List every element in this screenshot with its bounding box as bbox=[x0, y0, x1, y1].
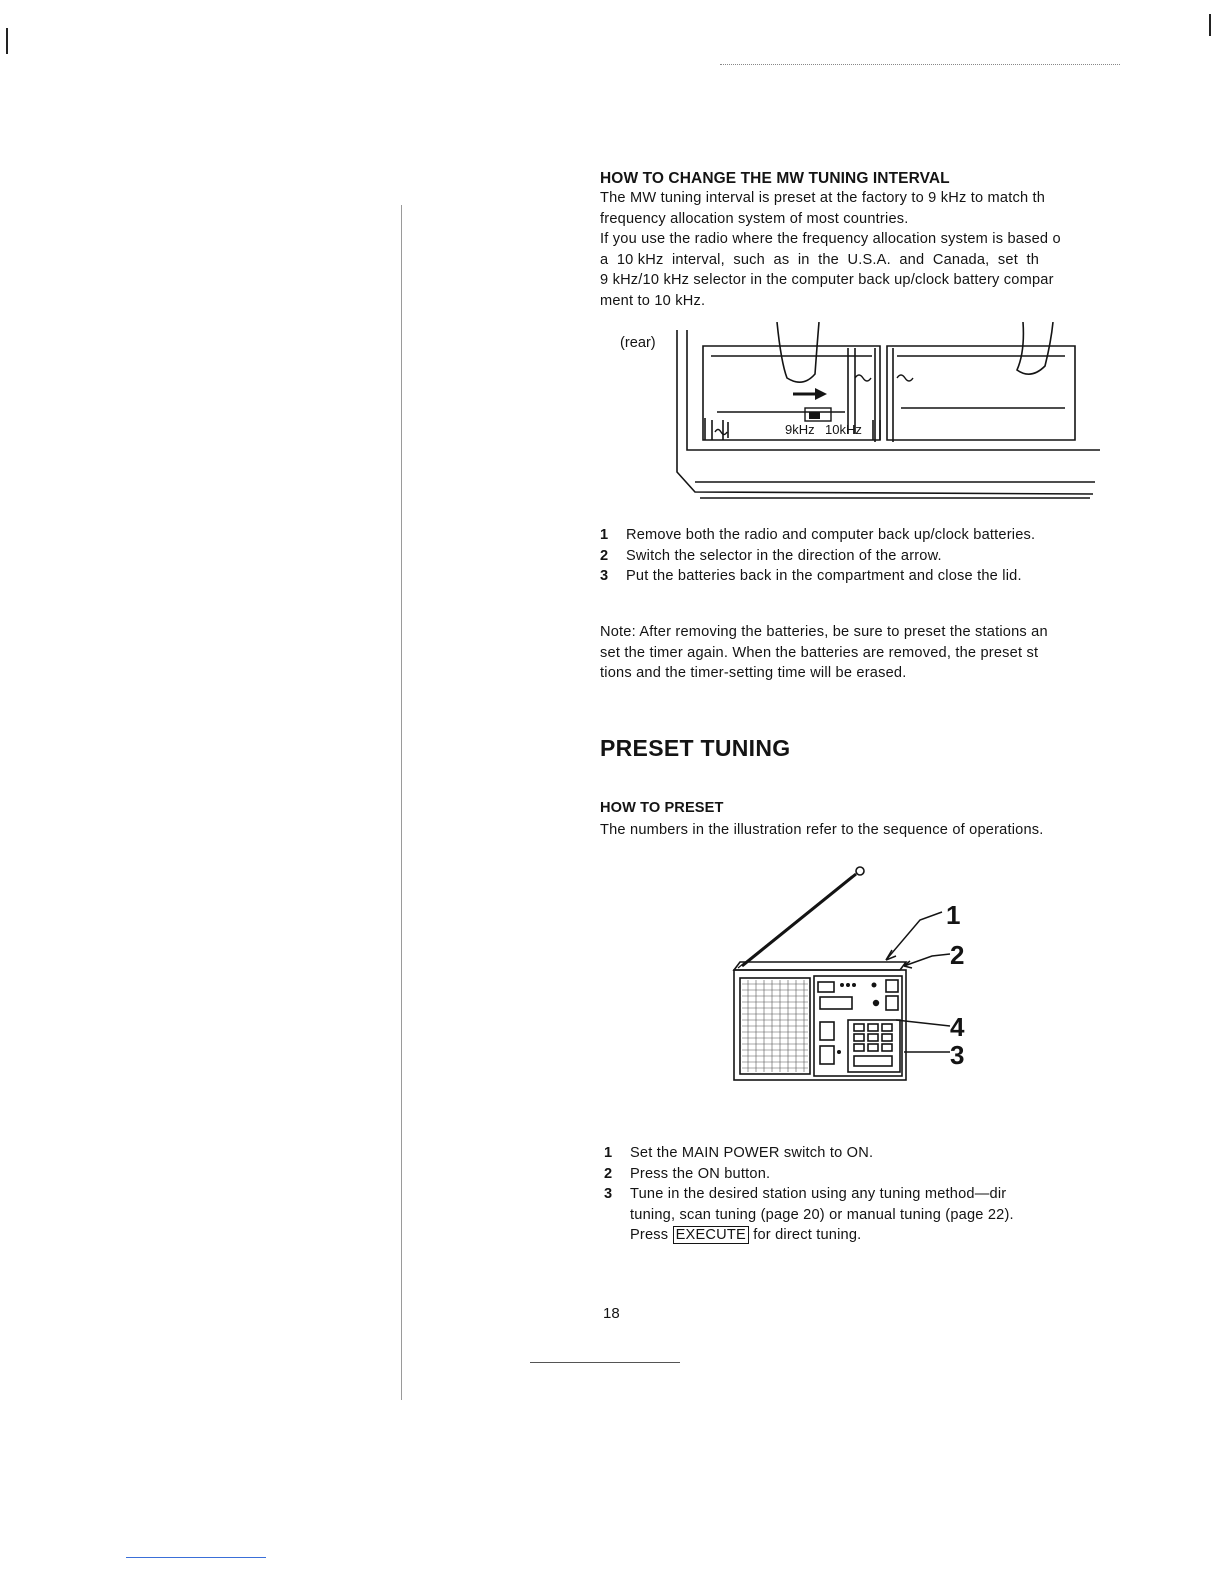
spring-contact-icon bbox=[897, 375, 913, 381]
mw-step-1: 1 Remove both the radio and computer back up/clock batteries. bbox=[600, 527, 1036, 543]
mw-line: frequency allocation system of most countries. bbox=[600, 210, 909, 227]
note-line: set the timer again. When the batteries are removed, the preset st bbox=[600, 644, 1039, 661]
mw-step-3: 3 Put the batteries back in the compartment and close the lid. bbox=[600, 568, 1022, 584]
execute-key: EXECUTE bbox=[673, 1226, 749, 1244]
note-line: tions and the timer-setting time will be erased. bbox=[600, 665, 907, 681]
callout-4: 4 bbox=[950, 1012, 965, 1042]
scan-mark-right bbox=[1209, 14, 1211, 36]
mw-line: ment to 10 kHz. bbox=[600, 292, 706, 309]
mw-step-2: 2 Switch the selector in the direction of the arrow. bbox=[600, 547, 942, 564]
preset-steps bbox=[604, 1143, 1124, 1246]
scan-mark-left bbox=[6, 28, 8, 54]
mw-paragraph bbox=[600, 188, 1120, 311]
mw-line: a 10 kHz interval, such as in the U.S.A. and Canada, set th bbox=[600, 251, 1040, 268]
preset-step-2: 2 Press the ON button. bbox=[604, 1165, 771, 1182]
preset-step-3: 3 Tune in the desired station using any tuning method—dir bbox=[604, 1186, 1007, 1202]
callout-1: 1 bbox=[946, 900, 961, 930]
mw-heading: HOW TO CHANGE THE MW TUNING INTERVAL bbox=[600, 170, 950, 187]
radio-illustration bbox=[728, 862, 988, 1086]
note-line: Note: After removing the batteries, be sure to preset the stations an bbox=[600, 624, 1048, 640]
mw-steps bbox=[600, 525, 1035, 587]
callout-3: 3 bbox=[950, 1040, 965, 1070]
preset-intro: The numbers in the illustration refer to the sequence of operations. bbox=[600, 822, 1044, 838]
main-power-switch bbox=[886, 980, 898, 992]
spring-contact-icon bbox=[715, 430, 727, 435]
preset-title: PRESET TUNING bbox=[600, 735, 791, 761]
label-10khz: 10kHz bbox=[825, 422, 862, 437]
on-button bbox=[886, 996, 898, 1010]
scan-bottom-rule bbox=[530, 1362, 680, 1363]
scan-dots-top bbox=[720, 44, 1120, 65]
preset-step-3-press: Press EXECUTE for direct tuning. bbox=[630, 1227, 862, 1243]
scan-edge-line bbox=[126, 1557, 266, 1558]
preset-subheading: HOW TO PRESET bbox=[600, 800, 724, 816]
mw-line: The MW tuning interval is preset at the factory to 9 kHz to match th bbox=[600, 190, 1046, 206]
page-number: 18 bbox=[603, 1305, 620, 1322]
speaker-grille bbox=[742, 980, 808, 1072]
battery-compartment-illustration bbox=[665, 322, 1110, 502]
rear-label: (rear) bbox=[620, 335, 656, 351]
callout-2: 2 bbox=[950, 940, 965, 970]
mw-line: If you use the radio where the frequency allocation system is based o bbox=[600, 231, 1061, 247]
preset-step-1: 1 Set the MAIN POWER switch to ON. bbox=[604, 1145, 874, 1161]
label-9khz: 9kHz bbox=[785, 422, 815, 437]
page-fold-line bbox=[401, 205, 402, 1400]
mw-line: 9 kHz/10 kHz selector in the computer back up/clock battery compar bbox=[600, 272, 1054, 288]
preset-step-3-cont: tuning, scan tuning (page 20) or manual tuning (page 22). bbox=[630, 1206, 1014, 1223]
mw-note bbox=[600, 622, 1130, 684]
spring-contact-icon bbox=[855, 375, 871, 381]
